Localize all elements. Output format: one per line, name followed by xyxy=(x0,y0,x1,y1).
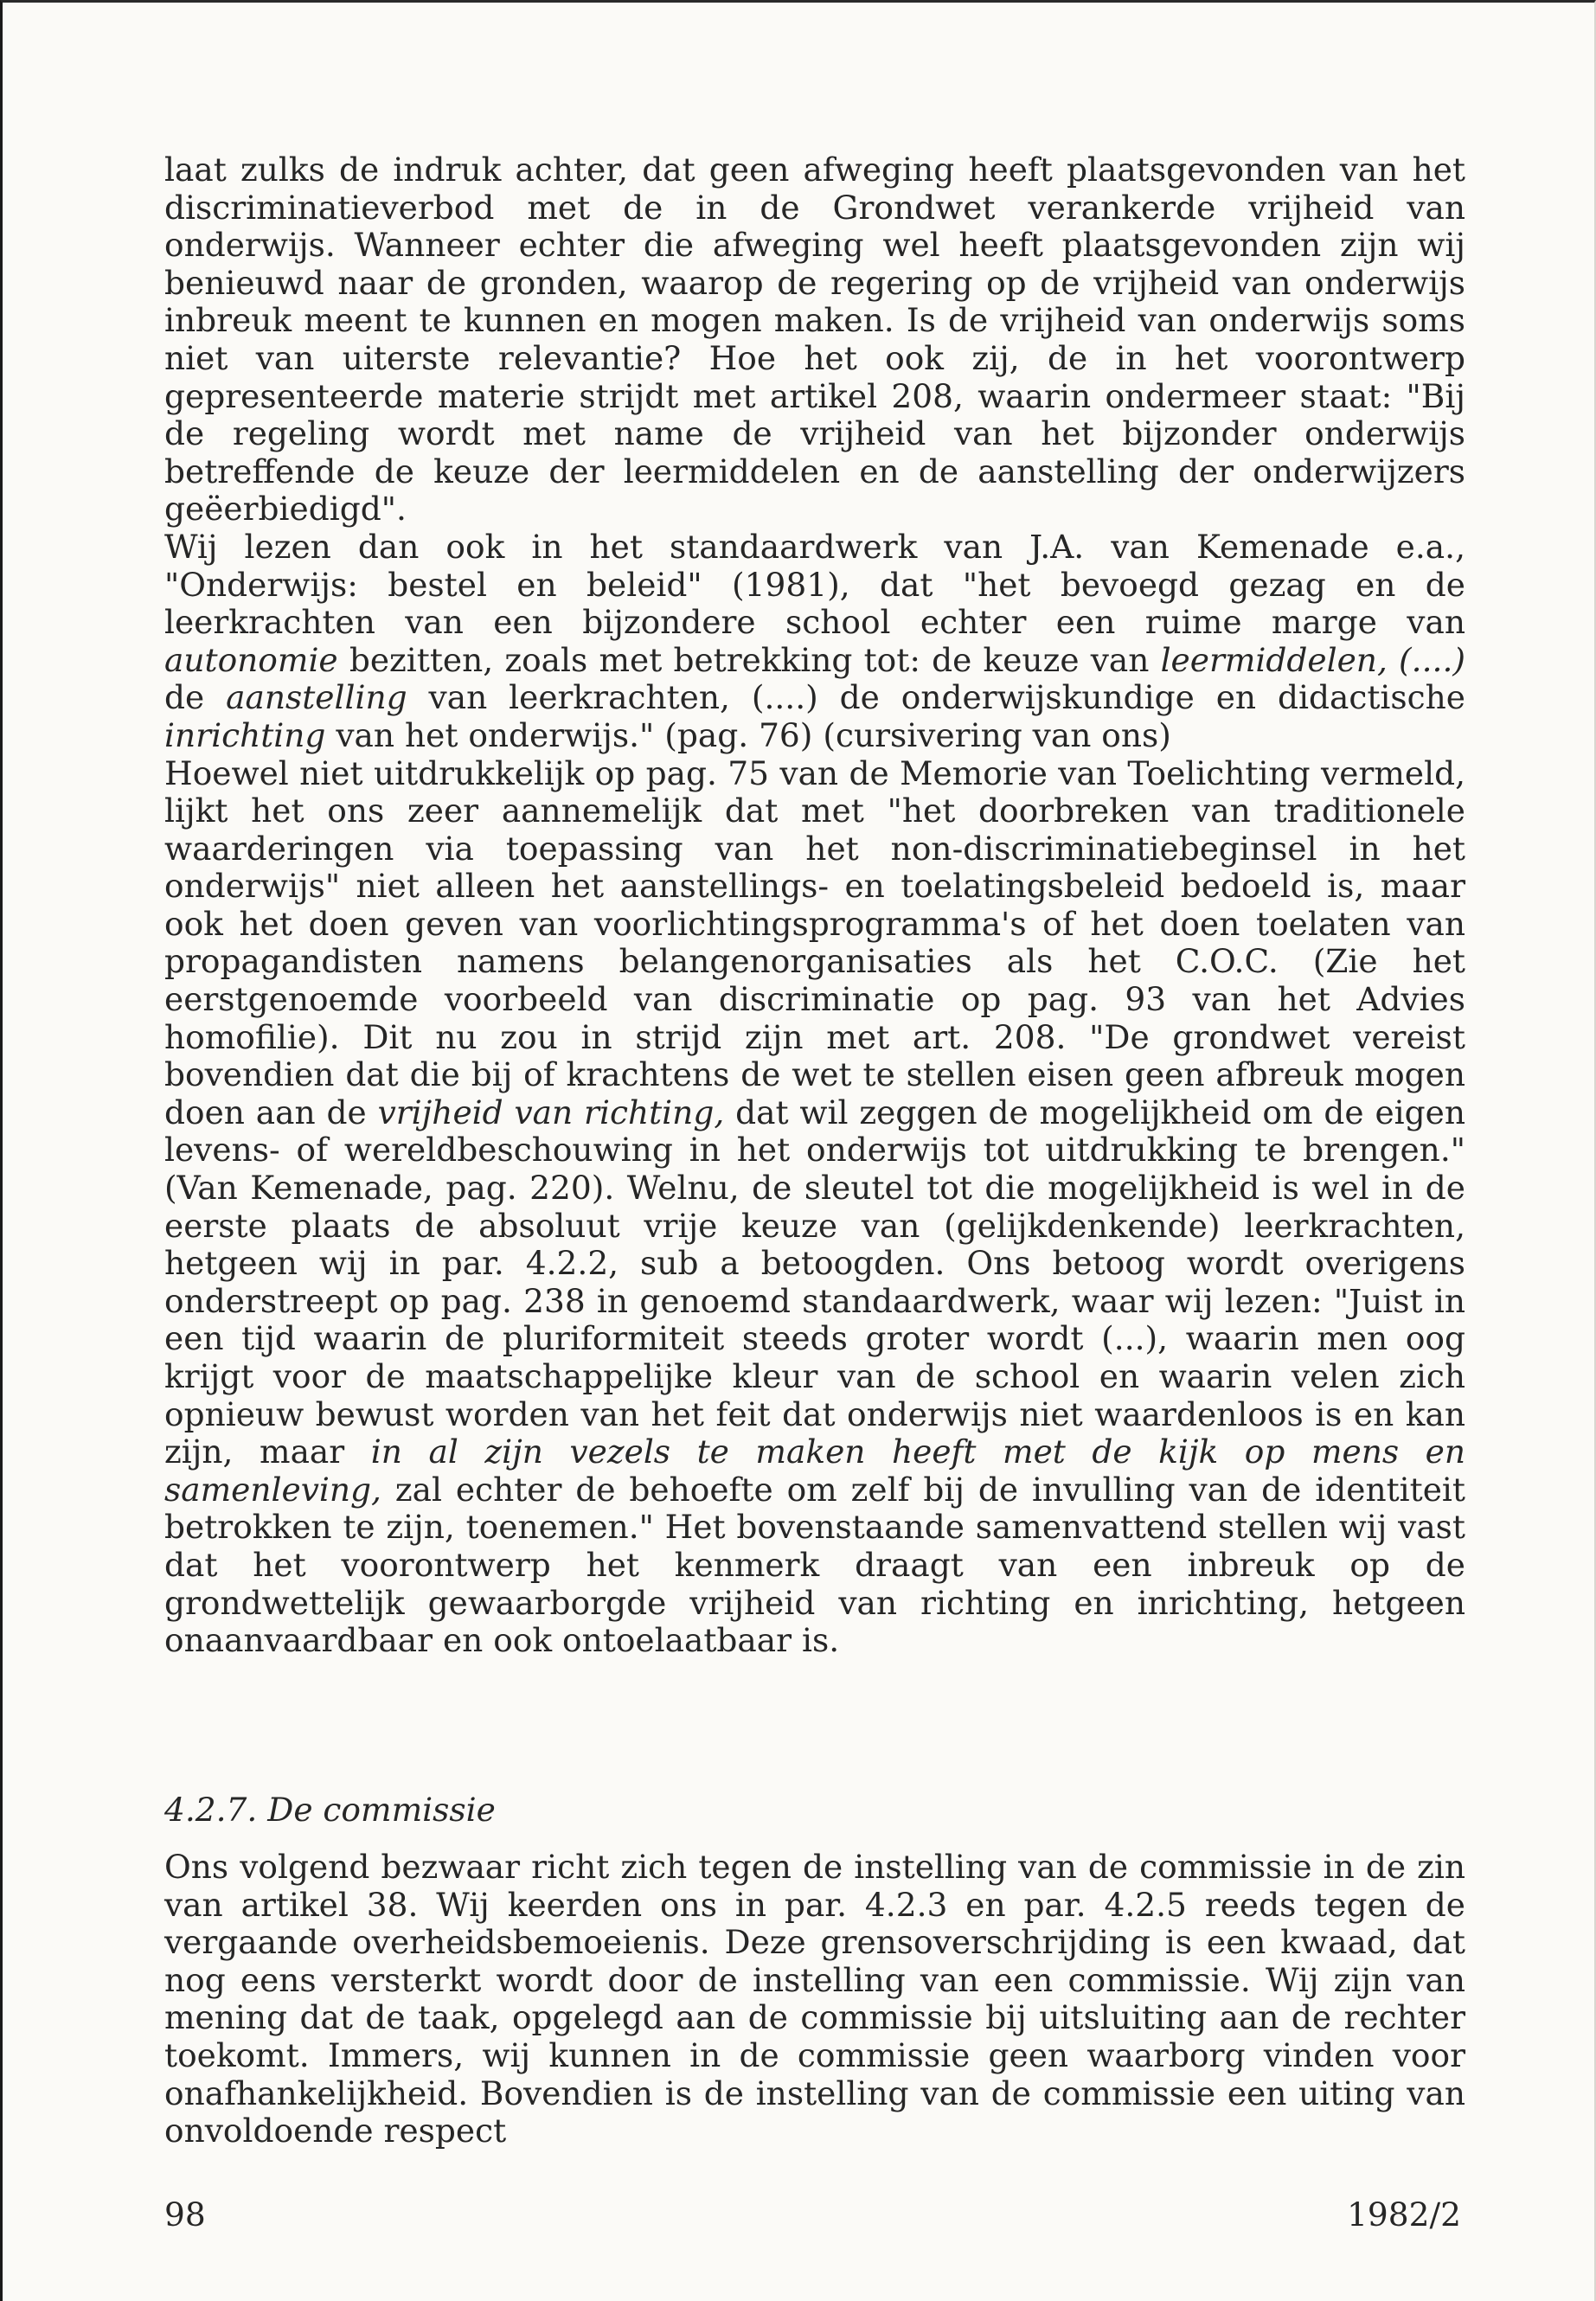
paragraph-2-italic-2: leermiddelen, (....) xyxy=(1160,640,1465,679)
paragraph-1-text: laat zulks de indruk achter, dat geen afweging heeft plaatsgevonden van het discriminatieverbod met de in de Grondwet verankerde vrijheid van onderwijs. Wanneer echter die afweging wel heeft plaatsgevonden zijn wij benieuwd naar de gronden, waarop de regering op de vrijheid van onderwijs inbreuk meent te kunnen en mogen maken. Is de vrijheid van onderwijs soms niet van uiterste relevantie? Hoe het ook zij, de in het voorontwerp gepresenteerde materie strijdt met artikel 208, waarin ondermeer staat: "Bij de regeling wordt met name de vrijheid van het bijzonder onderwijs betreffende de keuze der leermiddelen en de aanstelling der onderwijzers geëerbiedigd". xyxy=(164,151,1465,529)
paragraph-2-italic-1: autonomie xyxy=(164,640,338,679)
section-heading: 4.2.7. De commissie xyxy=(164,1791,496,1829)
paragraph-3-italic-2: in al zijn vezels te maken heeft met de kijk op mens en samenleving, xyxy=(164,1433,1465,1509)
paragraph-2-text-5: van het onderwijs." (pag. 76) (cursivering van ons) xyxy=(325,715,1171,754)
body-text-top xyxy=(164,151,1465,1660)
paragraph-2-text-3: de xyxy=(164,678,227,717)
paragraph-4 xyxy=(164,1849,1465,2150)
paragraph-2-text-4: van leerkrachten, (....) de onderwijskundige en didactische xyxy=(407,678,1465,717)
paragraph-3-italic-1: vrijheid van richting, xyxy=(377,1093,725,1131)
paragraph-3-text-2: dat wil zeggen de mogelijkheid om de eigen levens- of wereldbeschouwing in het onderwijs tot uitdrukking te brengen." (Van Kemenade, pag. 220). Welnu, de sleutel tot die mogelijkheid is wel in de eerste plaats de absoluut vrije keuze van (gelijkdenkende) leerkrachten, hetgeen wij in par. 4.2.2, sub a betoogden. Ons betoog wordt overigens onderstreept op pag. 238 in genoemd standaardwerk, waar wij lezen: "Juist in een tijd waarin de pluriformiteit steeds groter wordt (...), waarin men oog krijgt voor de maatschappelijke kleur van de school en waarin velen zich opnieuw bewust worden van het feit dat onderwijs niet waardenloos is en kan zijn, maar xyxy=(164,1093,1466,1471)
body-text-bottom xyxy=(164,1849,1465,2150)
paragraph-3-text-1: Hoewel niet uitdrukkelijk op pag. 75 van de Memorie van Toelichting vermeld, lijkt het ons zeer aannemelijk dat met "het doorbreken van traditionele waarderingen via toepassing van het non-discriminatiebeginsel in het onderwijs" niet alleen het aanstellings- en toelatingsbeleid bedoeld is, maar ook het doen geven van voorlichtingsprogramma's of het doen toelaten van propagandisten namens belangenorganisaties als het C.O.C. (Zie het eerstgenoemde voorbeeld van discriminatie op pag. 93 van het Advies homofilie). Dit nu zou in strijd zijn met art. 208. "De grondwet vereist bovendien dat die bij of krachtens de wet te stellen eisen geen afbreuk mogen doen aan de xyxy=(164,753,1465,1131)
paragraph-3 xyxy=(164,755,1465,1660)
paragraph-4-text: Ons volgend bezwaar richt zich tegen de instelling van de commissie in de zin van artikel 38. Wij keerden ons in par. 4.2.3 en par. 4.2.5 reeds tegen de vergaande overheidsbemoeienis. Deze grensoverschrijding is een kwaad, dat nog eens versterkt wordt door de instelling van een commissie. Wij zijn van mening dat de taak, opgelegd aan de commissie bij uitsluiting aan de rechter toekomt. Immers, wij kunnen in de commissie geen waarborg vinden voor onafhankelijkheid. Bovendien is de instelling van de commissie een uiting van onvoldoende respect xyxy=(164,1848,1465,2150)
issue-number: 1982/2 xyxy=(1347,2195,1461,2234)
page-number: 98 xyxy=(164,2195,206,2234)
paragraph-2-italic-3: aanstelling xyxy=(226,678,407,717)
paragraph-2-italic-4: inrichting xyxy=(164,715,326,754)
paragraph-2-text-1: Wij lezen dan ook in het standaardwerk van J.A. van Kemenade e.a., "Onderwijs: bestel en beleid" (1981), dat "het bevoegd gezag en de leerkrachten van een bijzondere school echter een ruime marge van xyxy=(164,527,1465,642)
paragraph-1 xyxy=(164,151,1465,529)
paragraph-3-text-3: zal echter de behoefte om zelf bij de invulling van de identiteit betrokken te zijn, toenemen." Het bovenstaande samenvattend stellen wij vast dat het voorontwerp het kenmerk draagt van een inbreuk op de grondwettelijk gewaarborgde vrijheid van richting en inrichting, hetgeen onaanvaardbaar en ook ontoelaatbaar is. xyxy=(164,1470,1465,1660)
paragraph-2-text-2: bezitten, zoals met betrekking tot: de keuze van xyxy=(337,640,1161,679)
paragraph-2 xyxy=(164,529,1465,755)
